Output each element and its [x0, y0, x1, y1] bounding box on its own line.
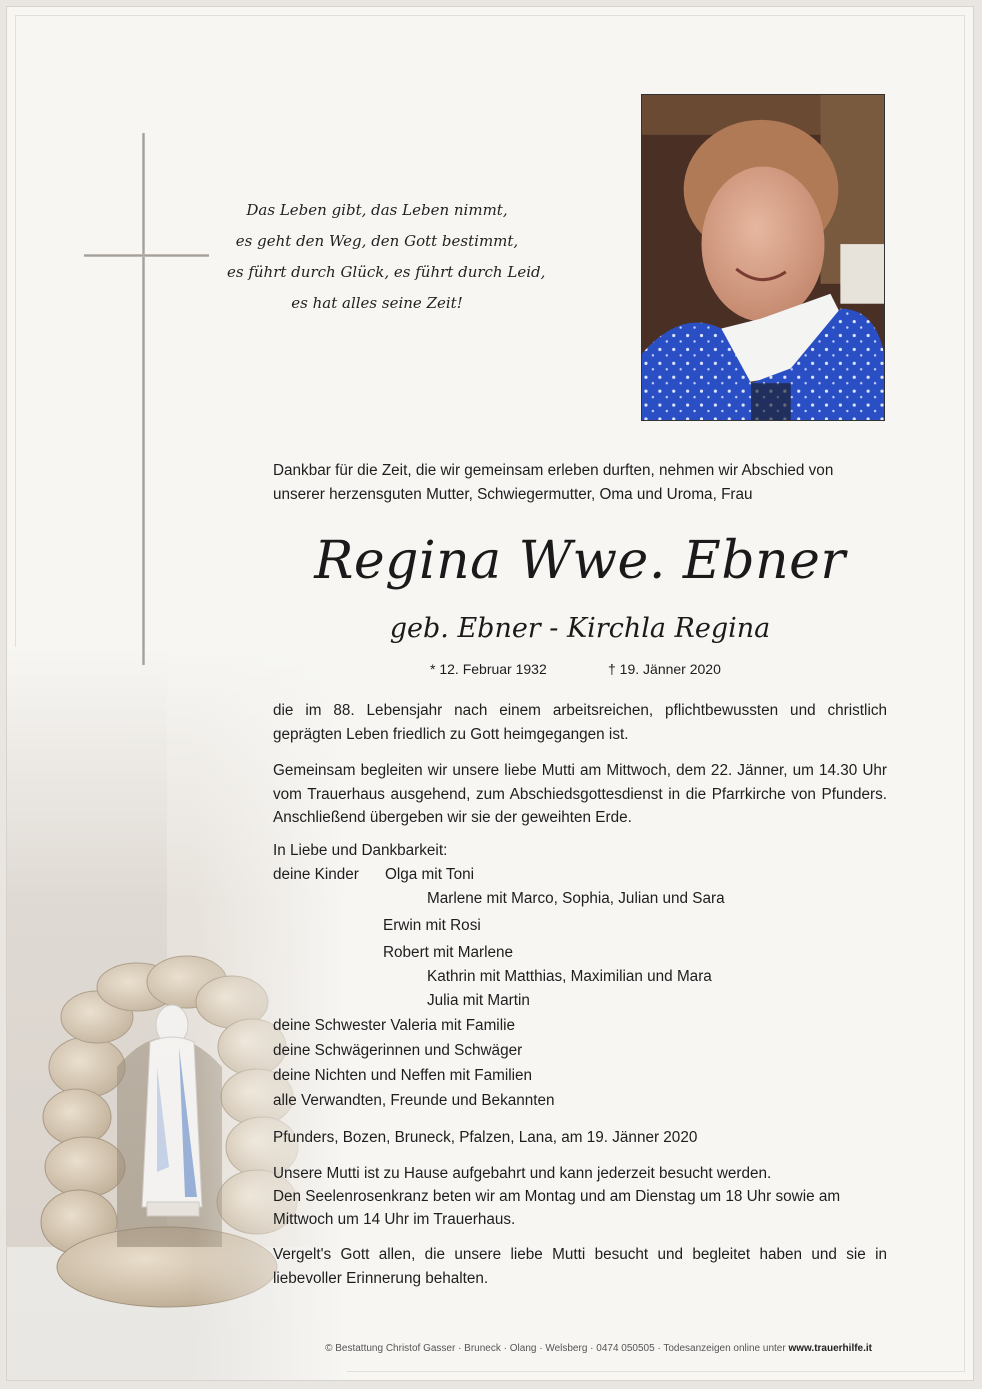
passing-paragraph: die im 88. Lebensjahr nach einem arbeitsreichen, pflichtbewussten und christlich geprägten Leben friedlich zu Gott heimgegangen ist. — [273, 702, 887, 743]
wake-line: Den Seelenrosenkranz beten wir am Montag und am Dienstag um 18 Uhr sowie am — [273, 1188, 841, 1205]
poem-line: es führt durch Glück, es führt durch Leid, — [227, 263, 546, 281]
mourners-heading: In Liebe und Dankbarkeit: — [273, 842, 448, 859]
mourner-line: deine Schwester Valeria mit Familie — [273, 1017, 516, 1034]
poem — [227, 195, 546, 319]
place-date: Pfunders, Bozen, Bruneck, Pfalzen, Lana, am 19. Jänner 2020 — [273, 1129, 698, 1146]
cross-vertical-bar — [142, 133, 145, 665]
thanks-paragraph: Vergelt's Gott allen, die unsere liebe Mutti besucht und begleitet haben und sie in liebevoller Erinnerung behalten. — [273, 1246, 887, 1287]
funeral-paragraph: Gemeinsam begleiten wir unsere liebe Mutti am Mittwoch, dem 22. Jänner, um 14.30 Uhr vom Trauerhaus ausgehend, zum Abschiedsgottesdienst in die Pfarrkirche von Pfunders. Anschließend übergeben wir sie der geweihten Erde. — [273, 762, 887, 826]
mourner-line: alle Verwandten, Freunde und Bekannten — [273, 1092, 555, 1109]
poem-line: es hat alles seine Zeit! — [291, 294, 463, 312]
portrait-photo — [641, 94, 885, 421]
birth-date: * 12. Februar 1932 — [430, 661, 547, 677]
poem-line: Das Leben gibt, das Leben nimmt, — [246, 201, 508, 219]
mourner-line: Erwin mit Rosi — [383, 917, 481, 934]
mourner-line: Robert mit Marlene — [383, 944, 514, 961]
mourner-line: Julia mit Martin — [427, 992, 530, 1009]
wake-line: Mittwoch um 14 Uhr im Trauerhaus. — [273, 1211, 516, 1228]
intro-line: unserer herzensguten Mutter, Schwiegermutter, Oma und Uroma, Frau — [273, 485, 753, 503]
children-label: deine Kinder — [273, 866, 359, 883]
obituary-card — [6, 6, 974, 1381]
cross-horizontal-bar — [84, 254, 209, 257]
mourner-line: Marlene mit Marco, Sophia, Julian und Sara — [427, 890, 725, 907]
poem-line: es geht den Weg, den Gott bestimmt, — [235, 232, 519, 250]
intro-text — [273, 459, 887, 506]
wake-line: Unsere Mutti ist zu Hause aufgebahrt und kann jederzeit besucht werden. — [273, 1165, 772, 1182]
mourner-line: Olga mit Toni — [385, 866, 474, 883]
death-date: † 19. Jänner 2020 — [608, 661, 721, 677]
deceased-name: Regina Wwe. Ebner — [314, 531, 846, 591]
footer — [307, 1342, 872, 1356]
mourner-line: deine Nichten und Neffen mit Familien — [273, 1067, 533, 1084]
footer-text: © Bestattung Christof Gasser · Bruneck · Olang · Welsberg · 0474 050505 · Todesanzeigen online unter — [325, 1343, 789, 1354]
birth-name: geb. Ebner - Kirchla Regina — [389, 613, 771, 644]
footer-link[interactable]: www.trauerhilfe.it — [788, 1343, 872, 1354]
intro-line: Dankbar für die Zeit, die wir gemeinsam erleben durften, nehmen wir Abschied von — [273, 462, 834, 479]
mourner-line: Kathrin mit Matthias, Maximilian und Mara — [427, 968, 712, 985]
mourner-line: deine Schwägerinnen und Schwäger — [273, 1042, 523, 1059]
